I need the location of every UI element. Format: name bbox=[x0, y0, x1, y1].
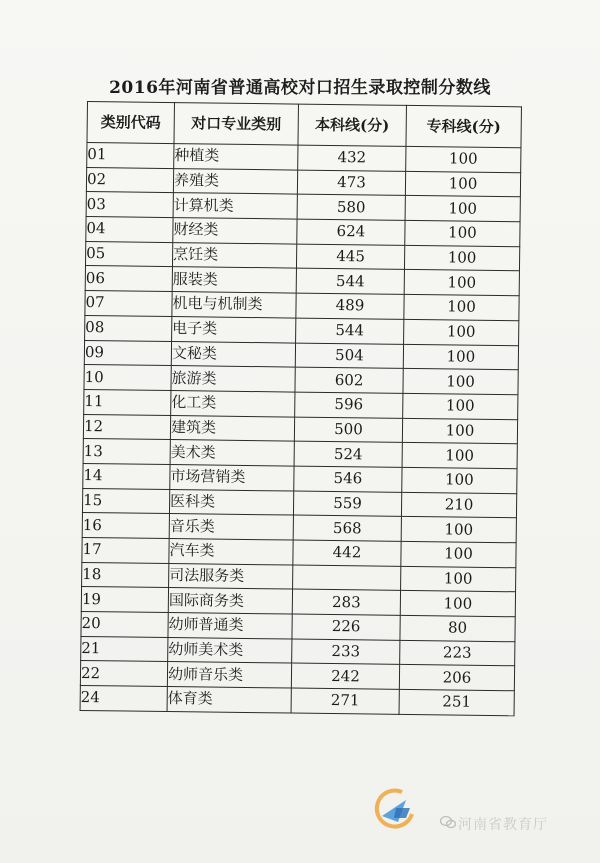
cell-category-code: 22 bbox=[80, 661, 167, 687]
cell-category-code: 03 bbox=[86, 192, 173, 218]
cell-major-category: 医科类 bbox=[169, 489, 293, 515]
wechat-icon bbox=[440, 815, 456, 829]
cell-major-category: 机电与机制类 bbox=[172, 292, 296, 318]
cell-undergraduate-line: 233 bbox=[292, 639, 400, 665]
cell-major-category: 幼师普通类 bbox=[168, 613, 292, 639]
cell-junior-college-line: 100 bbox=[405, 220, 520, 246]
cell-undergraduate-line: 226 bbox=[292, 614, 400, 640]
cell-junior-college-line: 100 bbox=[402, 443, 517, 469]
cell-undergraduate-line: 580 bbox=[297, 194, 405, 220]
cell-undergraduate-line: 500 bbox=[294, 417, 402, 443]
cell-category-code: 19 bbox=[81, 587, 168, 613]
watermark bbox=[362, 782, 582, 842]
cell-major-category: 体育类 bbox=[167, 687, 291, 713]
cell-category-code: 17 bbox=[82, 537, 169, 563]
cell-major-category: 幼师音乐类 bbox=[167, 662, 291, 688]
cell-major-category: 电子类 bbox=[172, 316, 296, 342]
cell-category-code: 16 bbox=[82, 513, 169, 539]
cell-junior-college-line: 100 bbox=[404, 295, 519, 321]
cell-category-code: 05 bbox=[85, 241, 172, 267]
cell-major-category: 美术类 bbox=[170, 440, 294, 466]
cell-junior-college-line: 100 bbox=[401, 517, 516, 543]
cell-major-category: 化工类 bbox=[171, 390, 295, 416]
cell-junior-college-line: 100 bbox=[404, 270, 519, 296]
cell-category-code: 24 bbox=[80, 686, 167, 712]
table-body bbox=[80, 143, 521, 716]
cell-undergraduate-line: 624 bbox=[297, 219, 405, 245]
cell-junior-college-line: 100 bbox=[401, 566, 516, 592]
cell-junior-college-line: 223 bbox=[400, 640, 515, 666]
cell-undergraduate-line: 504 bbox=[295, 343, 403, 369]
cell-undergraduate-line: 596 bbox=[295, 392, 403, 418]
cell-junior-college-line: 100 bbox=[401, 541, 516, 567]
document-title: 2016年河南省普通高校对口招生录取控制分数线 bbox=[109, 78, 491, 98]
cell-category-code: 15 bbox=[82, 488, 169, 514]
cell-major-category: 种植类 bbox=[174, 144, 298, 170]
cell-undergraduate-line: 568 bbox=[293, 515, 401, 541]
cell-major-category: 文秘类 bbox=[171, 341, 295, 367]
cell-category-code: 10 bbox=[84, 365, 171, 391]
cell-major-category: 音乐类 bbox=[169, 514, 293, 540]
cell-junior-college-line: 100 bbox=[405, 171, 520, 197]
cell-category-code: 11 bbox=[84, 389, 171, 415]
cell-category-code: 13 bbox=[83, 439, 170, 465]
header-undergraduate-line: 本科线(分) bbox=[298, 104, 406, 146]
cell-undergraduate-line: 271 bbox=[291, 688, 399, 714]
cell-undergraduate-line: 544 bbox=[296, 318, 404, 344]
cell-undergraduate-line: 544 bbox=[296, 269, 404, 295]
cell-undergraduate-line: 602 bbox=[295, 367, 403, 393]
cell-category-code: 04 bbox=[86, 217, 173, 243]
cell-major-category: 服装类 bbox=[172, 267, 296, 293]
cell-undergraduate-line: 524 bbox=[294, 441, 402, 467]
henan-education-logo-icon bbox=[372, 786, 418, 832]
cell-undergraduate-line: 432 bbox=[298, 145, 406, 171]
cell-category-code: 18 bbox=[82, 562, 169, 588]
cell-junior-college-line: 210 bbox=[401, 492, 516, 518]
cell-category-code: 20 bbox=[81, 612, 168, 638]
cell-major-category: 幼师美术类 bbox=[168, 637, 292, 663]
cell-major-category: 计算机类 bbox=[173, 193, 297, 219]
cell-major-category: 烹饪类 bbox=[172, 242, 296, 268]
cell-junior-college-line: 100 bbox=[403, 344, 518, 370]
cell-junior-college-line: 100 bbox=[402, 467, 517, 493]
cell-category-code: 09 bbox=[84, 340, 171, 366]
cell-junior-college-line: 100 bbox=[404, 319, 519, 345]
cell-junior-college-line: 100 bbox=[406, 146, 521, 172]
cell-junior-college-line: 100 bbox=[403, 393, 518, 419]
cell-major-category: 司法服务类 bbox=[169, 563, 293, 589]
table-row bbox=[80, 686, 514, 716]
cell-junior-college-line: 100 bbox=[400, 591, 515, 617]
header-category-code: 类别代码 bbox=[87, 102, 174, 144]
cell-junior-college-line: 100 bbox=[404, 245, 519, 271]
cell-undergraduate-line: 442 bbox=[293, 540, 401, 566]
cell-category-code: 12 bbox=[83, 414, 170, 440]
cell-major-category: 养殖类 bbox=[173, 168, 297, 194]
cell-junior-college-line: 80 bbox=[400, 615, 515, 641]
cell-junior-college-line: 100 bbox=[405, 196, 520, 222]
cell-category-code: 06 bbox=[85, 266, 172, 292]
cell-undergraduate-line: 489 bbox=[296, 293, 404, 319]
cell-junior-college-line: 206 bbox=[399, 665, 514, 691]
header-junior-college-line: 专科线(分) bbox=[406, 105, 521, 147]
cell-undergraduate-line: 546 bbox=[294, 466, 402, 492]
cell-category-code: 14 bbox=[83, 463, 170, 489]
cell-major-category: 国际商务类 bbox=[168, 588, 292, 614]
score-table bbox=[80, 101, 522, 716]
cell-junior-college-line: 251 bbox=[399, 689, 514, 715]
cell-major-category: 建筑类 bbox=[170, 415, 294, 441]
cell-major-category: 市场营销类 bbox=[170, 464, 294, 490]
table-header-row bbox=[87, 102, 521, 148]
cell-undergraduate-line: 242 bbox=[291, 663, 399, 689]
cell-category-code: 02 bbox=[86, 167, 173, 193]
cell-junior-college-line: 100 bbox=[403, 369, 518, 395]
cell-category-code: 21 bbox=[81, 636, 168, 662]
cell-undergraduate-line: 283 bbox=[292, 589, 400, 615]
cell-category-code: 08 bbox=[85, 315, 172, 341]
cell-category-code: 07 bbox=[85, 291, 172, 317]
watermark-text: 河南省教育厅 bbox=[458, 817, 548, 833]
cell-major-category: 汽车类 bbox=[169, 539, 293, 565]
cell-junior-college-line: 100 bbox=[402, 418, 517, 444]
cell-undergraduate-line: 473 bbox=[297, 170, 405, 196]
cell-major-category: 财经类 bbox=[173, 218, 297, 244]
cell-undergraduate-line: 445 bbox=[296, 244, 404, 270]
cell-undergraduate-line: 559 bbox=[293, 491, 401, 517]
header-major-category: 对口专业类别 bbox=[174, 103, 298, 146]
cell-major-category: 旅游类 bbox=[171, 366, 295, 392]
cell-category-code: 01 bbox=[87, 143, 174, 169]
cell-undergraduate-line bbox=[293, 565, 401, 591]
